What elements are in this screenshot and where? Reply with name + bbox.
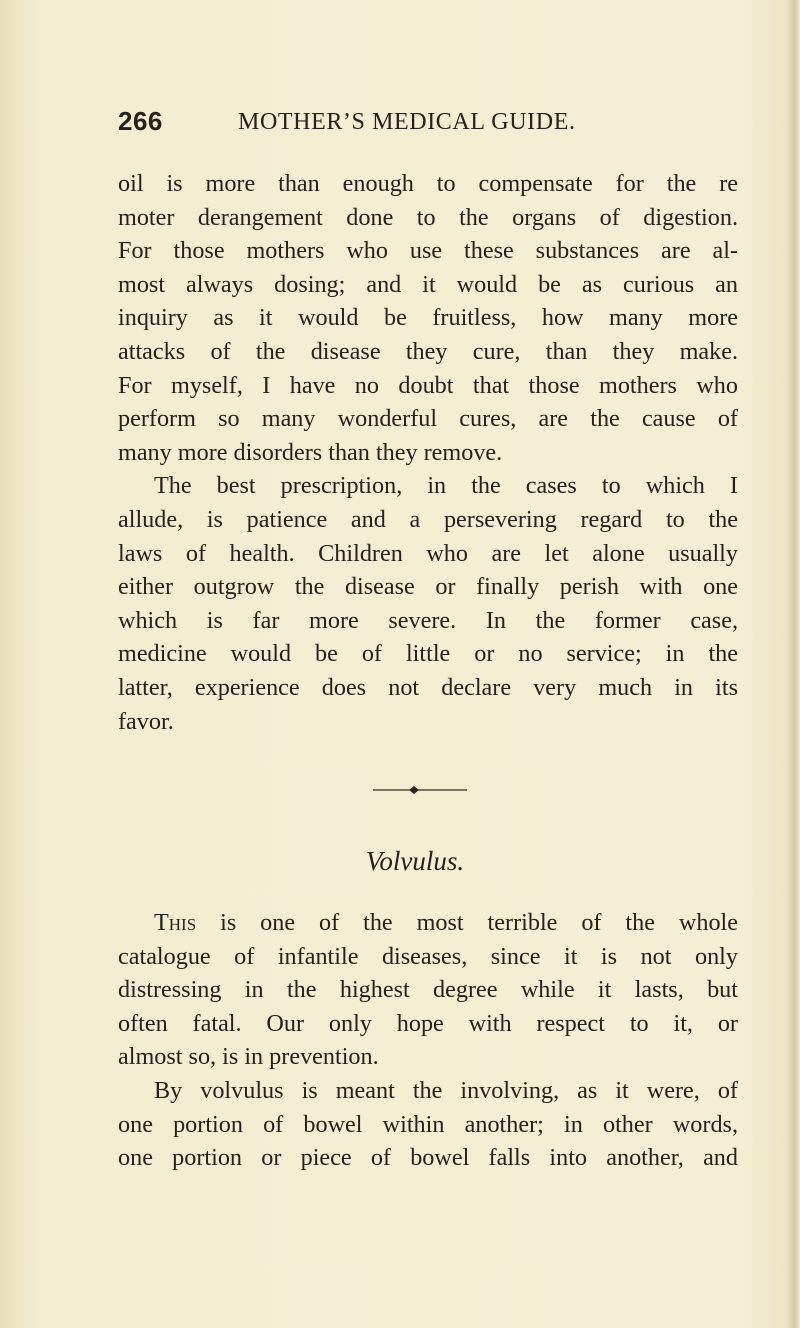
paragraph-block-2 bbox=[118, 906, 738, 1175]
text-line: which is far more severe. In the former case, bbox=[118, 606, 738, 634]
text-line: often fatal. Our only hope with respect to it, or bbox=[118, 1009, 738, 1037]
page-number: 266 bbox=[118, 106, 163, 136]
text-line: favor. bbox=[118, 707, 174, 735]
page-edge-shadow bbox=[786, 0, 800, 1328]
text-line: most always dosing; and it would be as curious an bbox=[118, 270, 738, 298]
text-line: perform so many wonderful cures, are the cause of bbox=[118, 405, 738, 433]
text-line: moter derangement done to the organs of digestion. bbox=[118, 203, 738, 231]
text-line: either outgrow the disease or finally perish with one bbox=[118, 573, 738, 601]
text-line: many more disorders than they remove. bbox=[118, 438, 503, 466]
text-line-rest: is one of the most terrible of the whole bbox=[196, 909, 738, 936]
text-line: For myself, I have no doubt that those mothers who bbox=[118, 371, 738, 399]
text-line: attacks of the disease they cure, than they make. bbox=[118, 337, 738, 365]
text-line: For those mothers who use these substances are al- bbox=[118, 237, 738, 265]
text-line: one portion or piece of bowel falls into another, and bbox=[118, 1144, 738, 1172]
drop-word-smallcaps: This bbox=[154, 909, 197, 936]
text-line: inquiry as it would be fruitless, how many more bbox=[118, 304, 738, 332]
text-line bbox=[118, 906, 738, 940]
paragraph-block-1 bbox=[118, 167, 738, 738]
running-title: MOTHER’S MEDICAL GUIDE. bbox=[238, 109, 576, 135]
page-header bbox=[118, 104, 730, 138]
section-title: Volvulus. bbox=[365, 846, 465, 876]
text-line: By volvulus is meant the involving, as it were, of bbox=[154, 1076, 738, 1104]
text-line: distressing in the highest degree while it lasts, but bbox=[118, 976, 738, 1004]
text-line: oil is more than enough to compensate for the re bbox=[118, 170, 738, 197]
text-line: allude, is patience and a persevering regard to the bbox=[118, 505, 738, 533]
text-line: medicine would be of little or no service; in the bbox=[118, 640, 738, 668]
text-line: latter, experience does not declare very much in its bbox=[118, 673, 738, 701]
text-line: one portion of bowel within another; in other words, bbox=[118, 1110, 738, 1138]
text-line: laws of health. Children who are let alone usually bbox=[118, 539, 738, 567]
text-line: The best prescription, in the cases to which I bbox=[154, 472, 738, 500]
text-line: catalogue of infantile diseases, since it is not only bbox=[118, 942, 738, 970]
text-line: almost so, is in prevention. bbox=[118, 1043, 379, 1071]
section-divider-ornament bbox=[373, 785, 467, 795]
